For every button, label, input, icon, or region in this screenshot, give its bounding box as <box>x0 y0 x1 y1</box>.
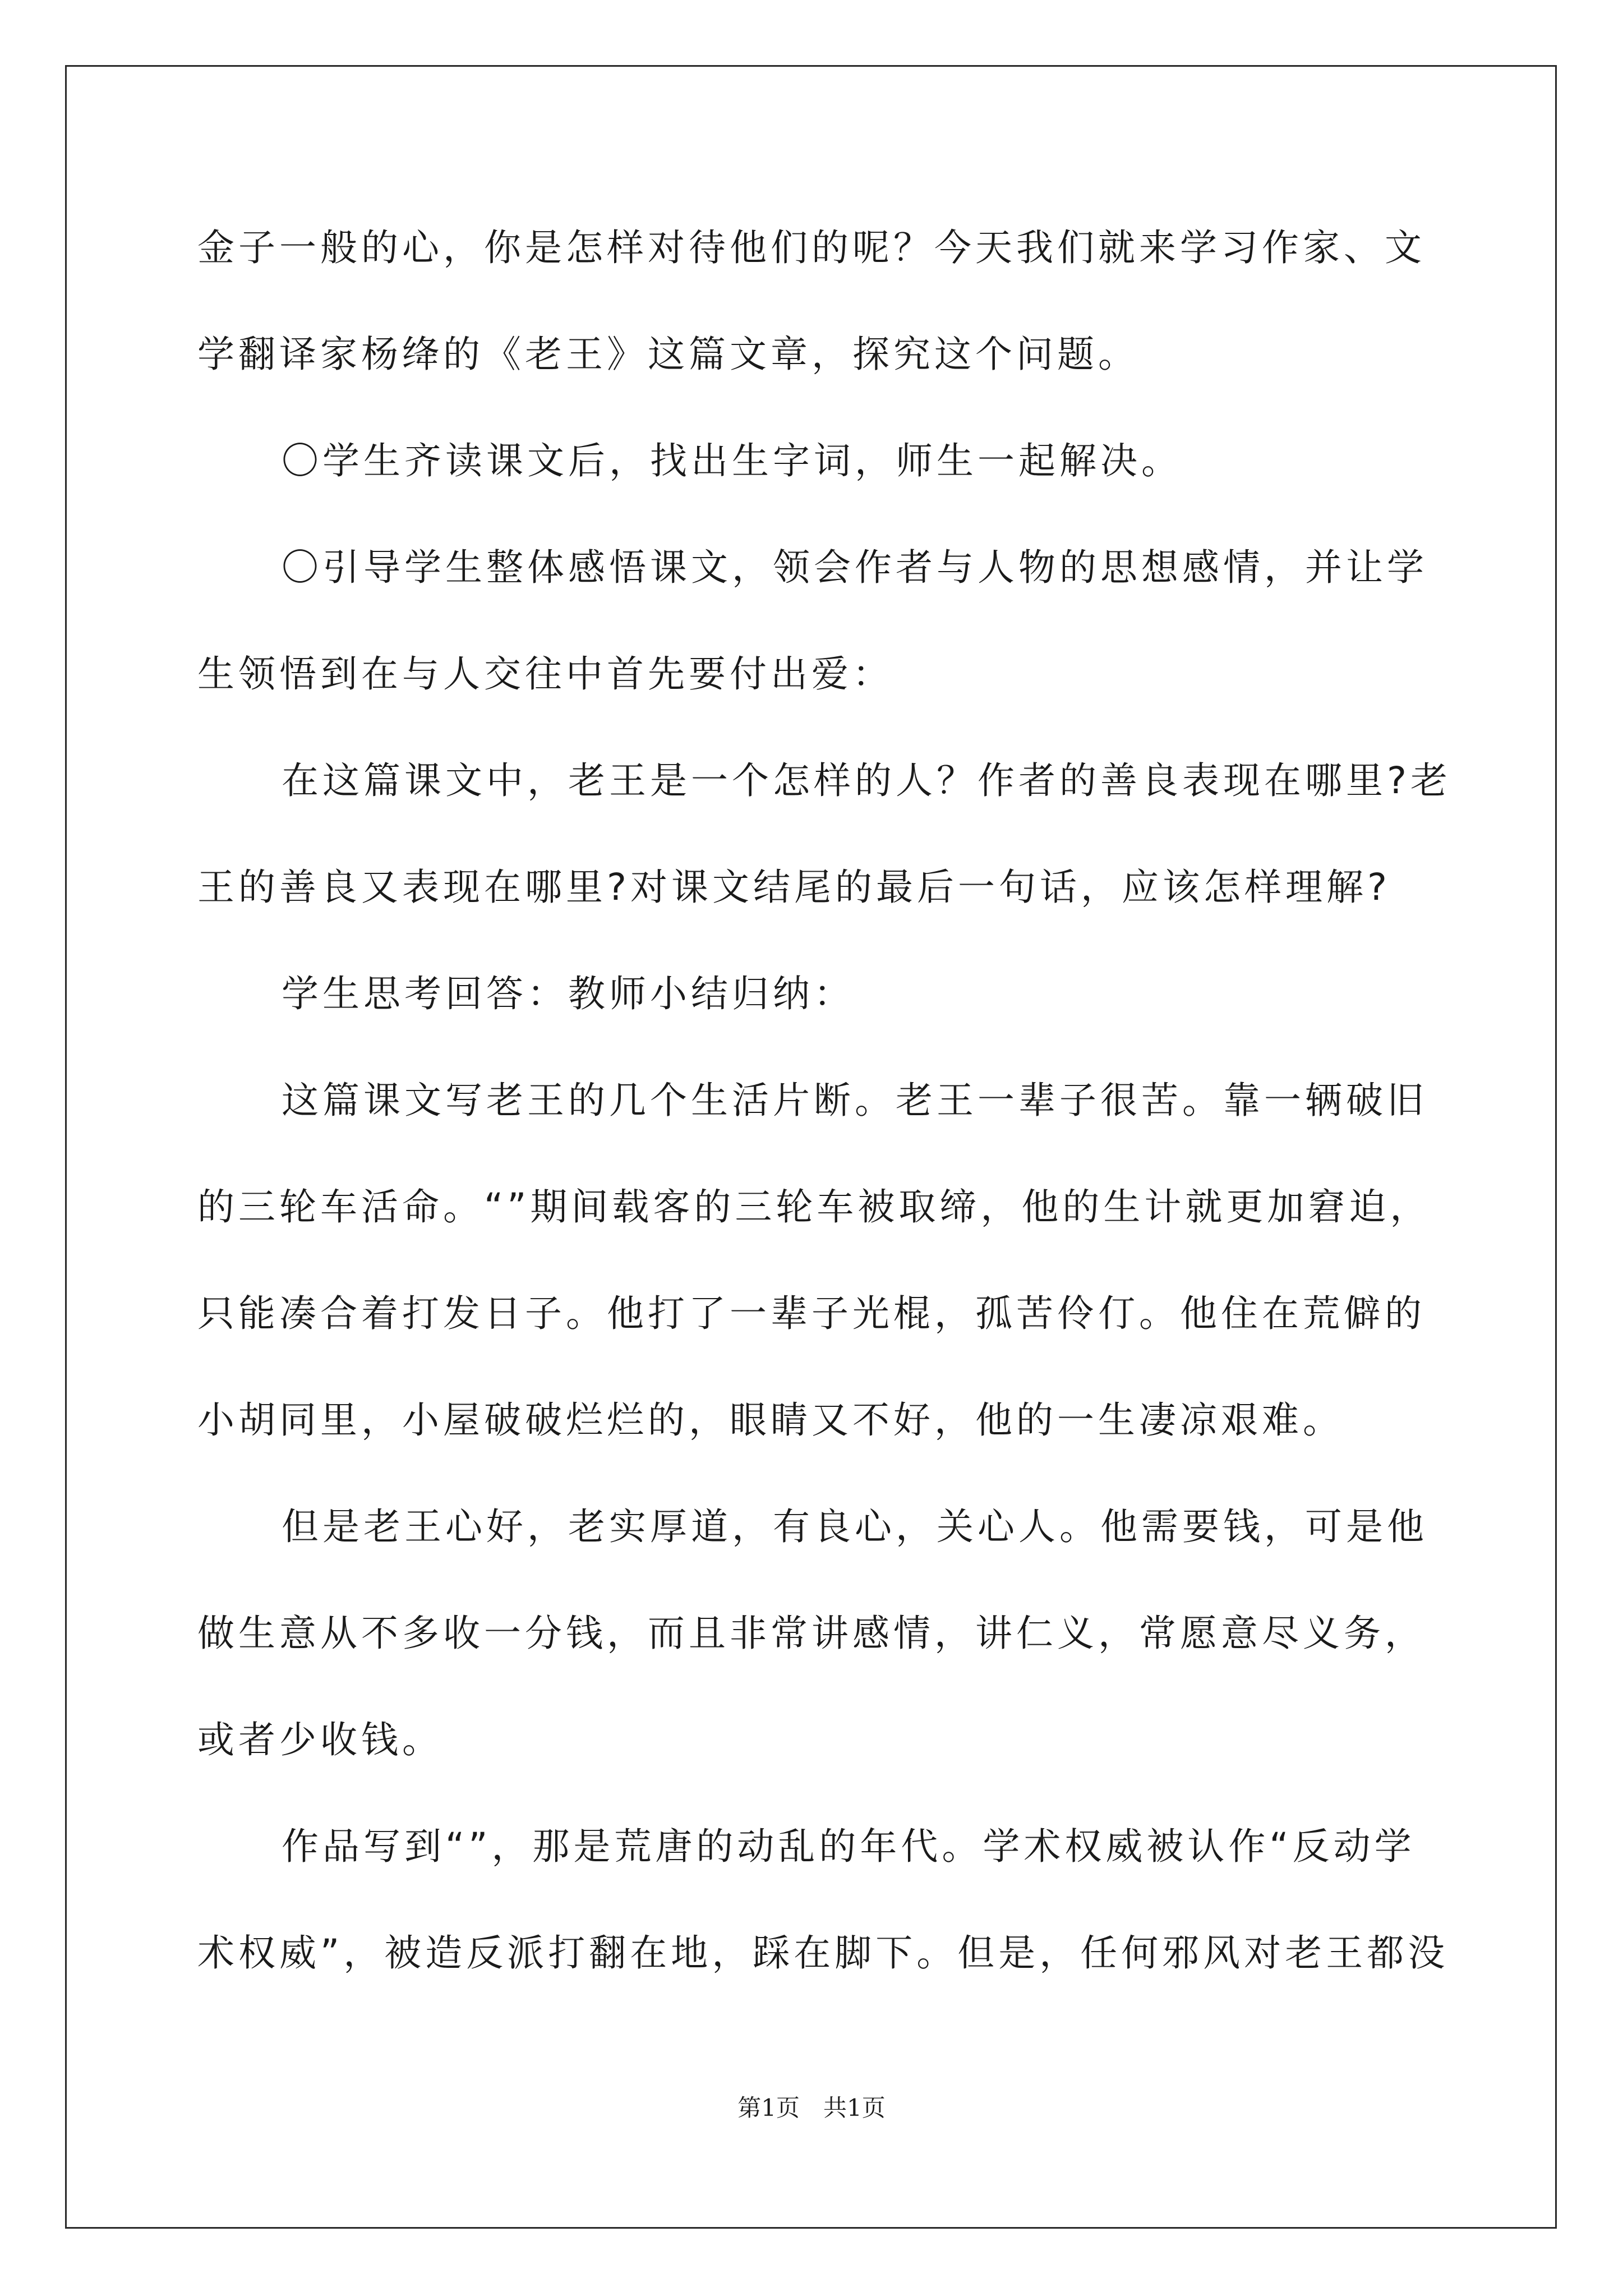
text-line: 只能凑合着打发日子。他打了一辈子光棍，孤苦伶仃。他住在荒僻的 <box>197 1292 1426 1335</box>
page-border <box>65 65 1557 2229</box>
text-line: 学翻译家杨绛的《老王》这篇文章，探究这个问题。 <box>197 333 1139 376</box>
text-line: 〇引导学生整体感悟课文，领会作者与人物的思想感情，并让学 <box>282 546 1428 589</box>
text-line: 的三轮车活命。“”期间载客的三轮车被取缔，他的生计就更加窘迫， <box>197 1185 1431 1228</box>
text-line: 或者少收钱。 <box>197 1718 443 1761</box>
page-footer <box>0 2091 1623 2125</box>
text-line: 做生意从不多收一分钱，而且非常讲感情，讲仁义，常愿意尽义务， <box>197 1612 1426 1655</box>
page-number: 第1页 <box>737 2094 800 2122</box>
text-line: 在这篇课文中，老王是一个怎样的人？作者的善良表现在哪里?老 <box>282 759 1452 802</box>
text-line: 术权威”，被造反派打翻在地，踩在脚下。但是，任何邪风对老王都没 <box>197 1931 1449 1975</box>
text-line: 但是老王心好，老实厚道，有良心，关心人。他需要钱，可是他 <box>282 1505 1428 1548</box>
page-total: 共1页 <box>823 2094 886 2122</box>
text-line: 金子一般的心，你是怎样对待他们的呢？今天我们就来学习作家、文 <box>197 226 1426 269</box>
text-line: 小胡同里，小屋破破烂烂的，眼睛又不好，他的一生凄凉艰难。 <box>197 1398 1344 1442</box>
text-line: 这篇课文写老王的几个生活片断。老王一辈子很苦。靠一辆破旧 <box>282 1079 1428 1122</box>
text-line: 〇学生齐读课文后，找出生字词，师生一起解决。 <box>282 439 1182 482</box>
text-line: 王的善良又表现在哪里?对课文结尾的最后一句话，应该怎样理解? <box>197 866 1391 909</box>
text-line: 生领悟到在与人交往中首先要付出爱： <box>197 652 893 696</box>
text-line: 学生思考回答：教师小结归纳： <box>282 972 855 1015</box>
text-line: 作品写到“”，那是荒唐的动乱的年代。学术权威被认作“反动学 <box>282 1825 1415 1868</box>
